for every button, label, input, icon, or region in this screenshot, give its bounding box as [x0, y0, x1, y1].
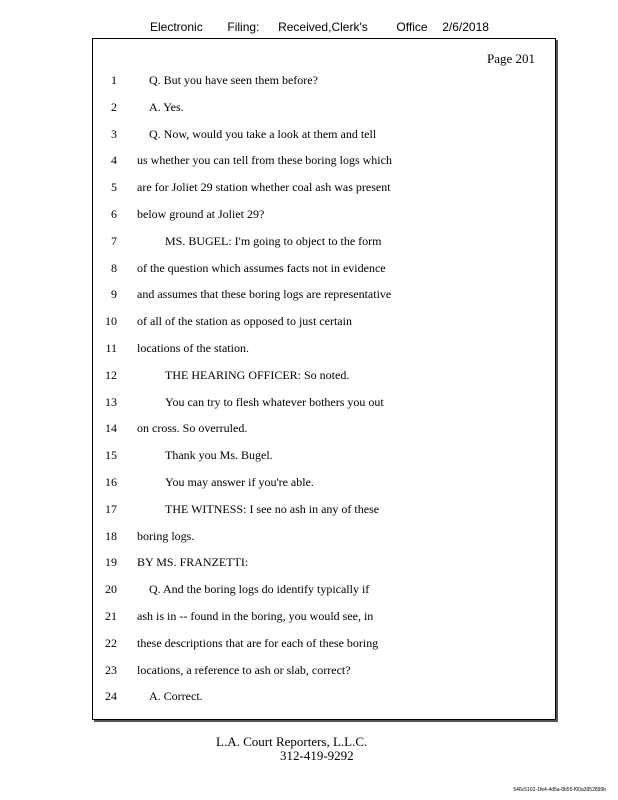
line-text: A. Yes.	[149, 99, 184, 114]
line-text: are for Joliet 29 station whether coal ash was present	[137, 180, 391, 195]
stamp-word: Received,Clerk's	[278, 20, 368, 34]
line-text: THE WITNESS: I see no ash in any of these	[165, 501, 380, 516]
line-text: You may answer if you're able.	[165, 475, 314, 489]
line-text: boring logs.	[137, 528, 195, 543]
line-number: 4	[111, 153, 117, 168]
line-text: on cross. So overruled.	[137, 421, 248, 436]
document-hash: 546c5102-1fe4-4d5a-8b55-f00a3952899b	[513, 787, 606, 793]
line-text: A. Correct.	[149, 689, 203, 704]
line-number: 22	[105, 635, 117, 650]
stamp-word: Filing:	[227, 20, 260, 34]
line-text: below ground at Joliet 29?	[137, 207, 265, 221]
stamp-word: Electronic	[150, 20, 203, 34]
line-number: 13	[105, 394, 117, 409]
line-text: and assumes that these boring logs are representative	[137, 287, 392, 302]
line-text: MS. BUGEL: I'm going to object to the form	[165, 233, 382, 248]
line-number: 6	[111, 207, 117, 221]
reporter-company: L.A. Court Reporters, L.L.C.	[216, 734, 368, 749]
stamp-date: 2/6/2018	[442, 20, 489, 34]
line-number: 24	[105, 689, 117, 704]
electronic-filing-stamp	[150, 20, 489, 34]
line-number: 21	[105, 609, 117, 623]
reporter-phone: 312-419-9292	[280, 748, 354, 763]
line-text: these descriptions that are for each of these boring	[137, 635, 379, 650]
page-number: Page 201	[486, 51, 535, 66]
line-text: You can try to flesh whatever bothers you out	[165, 394, 384, 409]
line-number: 18	[105, 528, 117, 543]
line-number: 20	[105, 582, 117, 597]
line-number: 19	[105, 555, 117, 570]
line-text: of all of the station as opposed to just certain	[137, 314, 352, 329]
line-text: us whether you can tell from these boring logs which	[137, 153, 392, 168]
line-text: Q. And the boring logs do identify typically if	[149, 582, 370, 597]
line-text: THE HEARING OFFICER: So noted.	[165, 367, 350, 382]
line-number: 11	[105, 341, 117, 355]
line-number: 2	[111, 99, 117, 114]
line-text: BY MS. FRANZETTI:	[137, 555, 249, 570]
line-text: of the question which assumes facts not in evidence	[137, 260, 386, 275]
line-text: Q. But you have seen them before?	[149, 73, 318, 87]
line-text: locations of the station.	[137, 341, 249, 355]
line-number: 10	[105, 314, 117, 329]
line-number: 1	[111, 73, 117, 87]
line-number: 12	[105, 367, 117, 382]
line-number: 15	[105, 448, 117, 463]
transcript-page	[92, 38, 556, 720]
line-number: 14	[105, 421, 117, 436]
line-text: Q. Now, would you take a look at them and tell	[149, 126, 377, 141]
line-number: 8	[111, 260, 117, 275]
line-text: locations, a reference to ash or slab, correct?	[137, 662, 351, 677]
line-number: 17	[105, 501, 117, 516]
line-number: 9	[111, 287, 117, 302]
stamp-word: Office	[396, 20, 428, 34]
line-text: Thank you Ms. Bugel.	[165, 448, 273, 463]
line-number: 3	[111, 126, 117, 141]
line-text: ash is in -- found in the boring, you would see, in	[137, 609, 374, 623]
line-number: 16	[105, 475, 117, 489]
line-number: 5	[111, 180, 117, 195]
line-number: 23	[105, 662, 117, 677]
line-number: 7	[111, 233, 117, 248]
